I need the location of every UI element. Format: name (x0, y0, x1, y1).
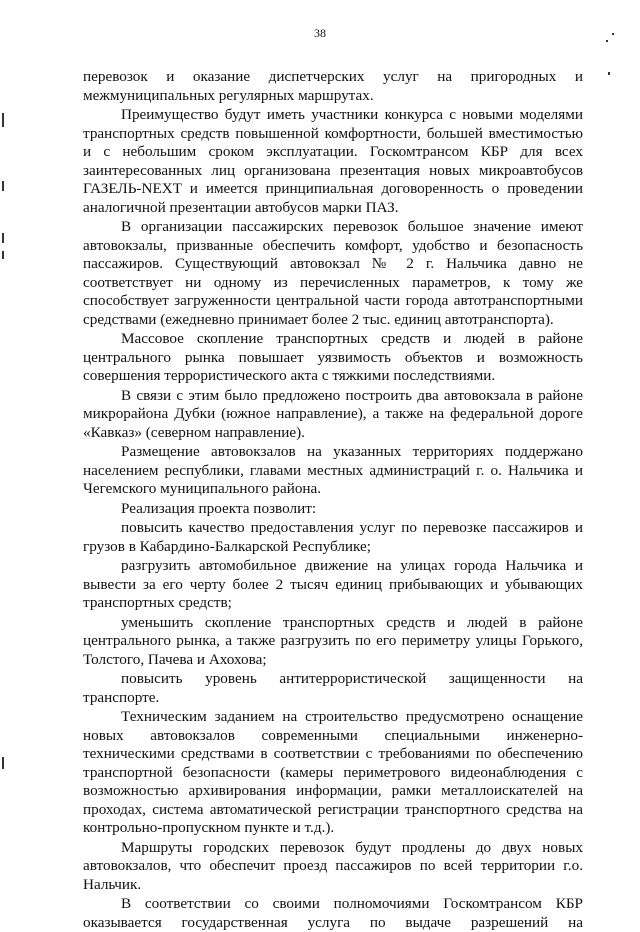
scan-artifact (2, 113, 4, 127)
scan-artifact (2, 181, 4, 191)
paragraph-continued: В соответствии со своими полномочиями Госкомтрансом КБР оказывается государственная услуга по выдаче разрешений на (83, 895, 583, 931)
scan-artifact (608, 72, 610, 75)
paragraph: В связи с этим было предложено построить два автовокзала в районе микрорайона Дубки (южное направление), а также на федеральной дороге «Кавказ» (северном направление). (83, 386, 583, 441)
scan-artifact (2, 233, 4, 243)
page-number: 38 (314, 26, 326, 40)
paragraph: В организации пассажирских перевозок большое значение имеют автовокзалы, призванные обеспечить комфорт, удобство и безопасность пассажиров. Существующий автовокзал № 2 г. Нальчика давно не соответствует ни одному из перечисленных параметров, к тому же способствует загруженности центральной части города автотранспортными средствами (ежедневно принимает более 2 тыс. единиц автотранспорта). (83, 218, 583, 328)
list-item: повысить уровень антитеррористической защищенности на транспорте. (83, 670, 583, 706)
scan-artifact (2, 757, 4, 769)
paragraph: Маршруты городских перевозок будут продлены до двух новых автовокзалов, что обеспечит проезд пассажиров по всей территории г.о. Нальчик. (83, 838, 583, 893)
paragraph: Техническим заданием на строительство предусмотрено оснащение новых автовокзалов современными специальными инженерно-техническими средствами в соответствии с требованиями по обеспечению транспортной безопасности (камеры периметрового видеонаблюдения с возможностью архивирования информации, рамки металлоискателей на проходах, система автоматической регистрации транспортного средства на контрольно-пропускном пункте и т.д.). (83, 708, 583, 836)
paragraph: перевозок и оказание диспетчерских услуг на пригородных и межмуниципальных регулярных маршрутах. (83, 68, 583, 104)
scan-artifact (606, 40, 608, 42)
paragraph: Реализация проекта позволит: (121, 499, 317, 517)
list-item: разгрузить автомобильное движение на улицах города Нальчика и вывести за его черту более 2 тысяч единиц прибывающих и убывающих транспортных средств; (83, 557, 583, 611)
paragraph: Преимущество будут иметь участники конкурса с новыми моделями транспортных средств повышенной комфортности, большей вместимостью и с небольшим сроком эксплуатации. Госкомтрансом КБР для всех заинтересованных лиц организована презентация новых микроавтобусов ГАЗЕЛЬ-NEXT и имеется принципиальная договоренность о проведении аналогичной презентации автобусов марки ПАЗ. (83, 106, 583, 216)
list-item: повысить качество предоставления услуг по перевозке пассажиров и грузов в Кабардино-Балкарской Республике; (83, 519, 583, 555)
scan-artifact (612, 33, 614, 35)
list-item: уменьшить скопление транспортных средств и людей в районе центрального рынка, а также разгрузить по его периметру улицы Горького, Толстого, Пачева и Ахохова; (83, 613, 583, 668)
document-body (83, 68, 583, 932)
scan-artifact (2, 251, 4, 259)
paragraph: Массовое скопление транспортных средств и людей в районе центрального рынка повышает уязвимость объектов и возможность совершения террористического акта с тяжкими последствиями. (83, 330, 583, 384)
paragraph: Размещение автовокзалов на указанных территориях поддержано населением республики, главами местных администраций г. о. Нальчика и Чегемского муниципального района. (83, 443, 583, 497)
